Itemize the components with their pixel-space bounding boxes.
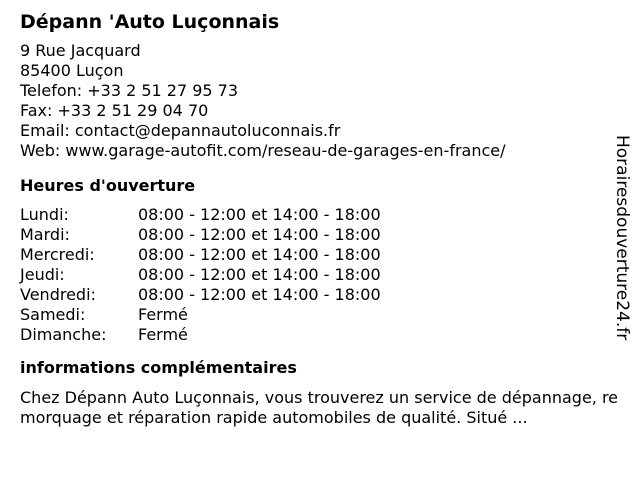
fax-line: Fax: +33 2 51 29 04 70 xyxy=(20,101,209,120)
web-line: Web: www.garage-autofit.com/reseau-de-garages-en-france/ xyxy=(20,141,506,160)
day-time: Fermé xyxy=(138,305,188,324)
hours-list xyxy=(20,205,620,345)
hours-row-friday xyxy=(20,285,620,305)
day-time: 08:00 - 12:00 et 14:00 - 18:00 xyxy=(138,285,381,304)
address-street: 9 Rue Jacquard xyxy=(20,41,141,60)
day-label: Dimanche: xyxy=(20,325,107,344)
day-label: Samedi: xyxy=(20,305,86,324)
hours-row-monday xyxy=(20,205,620,225)
hours-row-sunday xyxy=(20,325,620,345)
day-label: Lundi: xyxy=(20,205,69,224)
business-card xyxy=(20,10,620,428)
hours-row-saturday xyxy=(20,305,620,325)
hours-title: Heures d'ouverture xyxy=(20,176,196,195)
day-time: Fermé xyxy=(138,325,188,344)
site-watermark: Horairesdouverture24.fr xyxy=(612,135,632,341)
business-name: Dépann 'Auto Luçonnais xyxy=(20,11,280,33)
day-time: 08:00 - 12:00 et 14:00 - 18:00 xyxy=(138,245,381,264)
hours-row-wednesday xyxy=(20,245,620,265)
hours-row-thursday xyxy=(20,265,620,285)
email-line: Email: contact@depannautoluconnais.fr xyxy=(20,121,341,140)
day-time: 08:00 - 12:00 et 14:00 - 18:00 xyxy=(138,205,381,224)
info-text: Chez Dépann Auto Luçonnais, vous trouverez un service de dépannage, remorquage et réparation rapide automobiles de qualité. Situé ... xyxy=(20,388,619,427)
day-label: Mardi: xyxy=(20,225,70,244)
day-time: 08:00 - 12:00 et 14:00 - 18:00 xyxy=(138,225,381,244)
day-label: Jeudi: xyxy=(20,265,65,284)
day-label: Vendredi: xyxy=(20,285,96,304)
hours-row-tuesday xyxy=(20,225,620,245)
info-title: informations complémentaires xyxy=(20,358,297,377)
day-label: Mercredi: xyxy=(20,245,95,264)
phone-line: Telefon: +33 2 51 27 95 73 xyxy=(20,81,239,100)
day-time: 08:00 - 12:00 et 14:00 - 18:00 xyxy=(138,265,381,284)
address-city: 85400 Luçon xyxy=(20,61,124,80)
